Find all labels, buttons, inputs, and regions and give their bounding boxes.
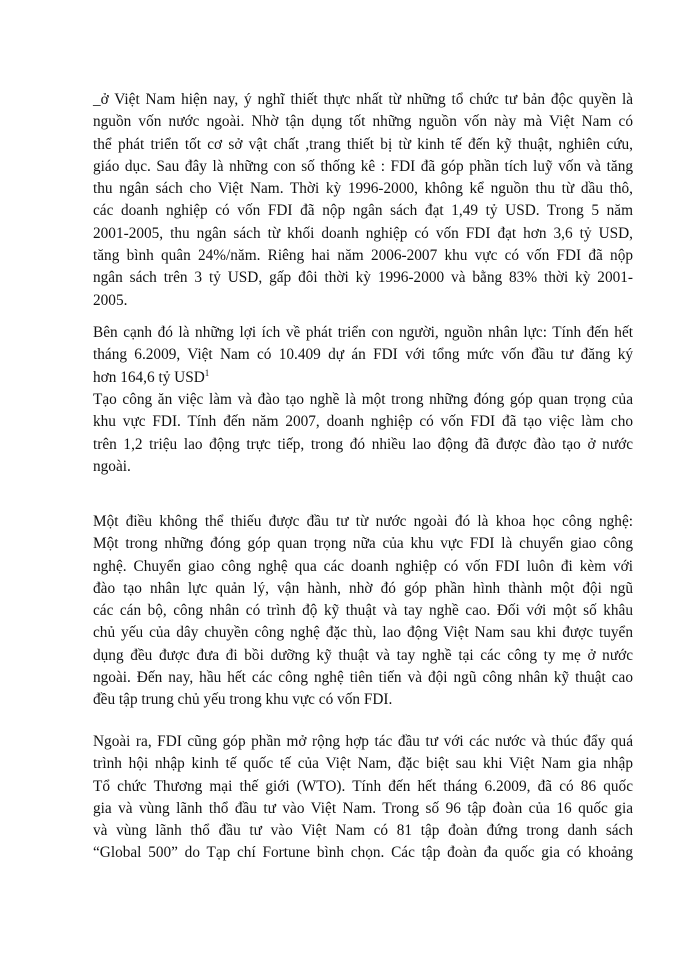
text-line: Ngoài ra, FDI cũng góp phần mở rộng hợp tác đầu tư với các nước và thúc đẩy quá bbox=[93, 733, 633, 750]
text-line: 2001-2005, thu ngân sách từ khối doanh nghiệp có vốn FDI đạt hơn 3,6 tỷ USD, bbox=[93, 224, 633, 242]
text-line: các cán bộ, công nhân có trình độ kỹ thuật và tay nghề cao. Đối với một số khâu bbox=[93, 602, 633, 620]
paragraph-employment bbox=[93, 389, 633, 478]
text-line: thể phát triển tốt cơ sở vật chất ,trang thiết bị từ kinh tế đến kỹ thuật, nghiên cứu, bbox=[93, 135, 633, 153]
text-line: chủ yếu của dây chuyền công nghệ đặc thù, lao động Việt Nam sau khi được tuyển bbox=[93, 624, 633, 642]
text-line: ngoài. bbox=[93, 457, 131, 475]
text-line: Bên cạnh đó là những lợi ích về phát triển con người, nguồn nhân lực: Tính đến hết bbox=[93, 324, 633, 341]
text-line: tăng bình quân 24%/năm. Riêng hai năm 2006-2007 khu vực có vốn FDI đã nộp bbox=[93, 247, 633, 265]
text-line: trên 1,2 triệu lao động trực tiếp, trong đó nhiều lao động đã được đào tạo ở nước bbox=[93, 435, 633, 453]
text-line: nghệ. Chuyển giao công nghệ qua các doanh nghiệp có vốn FDI luôn đi kèm với bbox=[93, 557, 633, 575]
paragraph-human-resources bbox=[93, 322, 633, 389]
text-line-content: hơn 164,6 tỷ USD bbox=[93, 368, 205, 386]
text-line: Tổ chức Thương mại thế giới (WTO). Tính đến hết tháng 6.2009, đã có 86 quốc bbox=[93, 777, 633, 795]
text-line: nguồn vốn nước ngoài. Nhờ tận dụng tốt những nguồn vốn này mà Việt Nam có bbox=[93, 113, 633, 131]
text-line: _ở Việt Nam hiện nay, ý nghĩ thiết thực nhất từ những tổ chức tư bản độc quyền là bbox=[93, 91, 633, 108]
paragraph-technology-transfer bbox=[93, 511, 633, 712]
text-line: đều tập trung chủ yếu trong khu vực có vốn FDI. bbox=[93, 691, 393, 709]
text-line: tháng 6.2009, Việt Nam có 10.409 dự án FDI với tổng mức vốn đầu tư đăng ký bbox=[93, 346, 633, 364]
text-line: ngân sách trên 3 tỷ USD, gấp đôi thời kỳ 1996-2000 và bằng 83% thời kỳ 2001- bbox=[93, 269, 633, 287]
text-line: ngoài. Đến nay, hầu hết các công nghệ tiên tiến và đội ngũ công nhân kỹ thuật cao bbox=[93, 669, 633, 687]
text-line: đào tạo nhân lực quản lý, vận hành, nhờ đó góp phần hình thành một đội ngũ bbox=[93, 579, 633, 597]
paragraph-international-cooperation bbox=[93, 731, 633, 865]
text-line: dụng đều được đưa đi bồi dưỡng kỹ thuật và tay nghề tại các công ty mẹ ở nước bbox=[93, 646, 633, 664]
text-line: khu vực FDI. Tính đến năm 2007, doanh nghiệp có vốn FDI đã tạo việc làm cho bbox=[93, 413, 633, 431]
text-line: “Global 500” do Tạp chí Fortune bình chọn. Các tập đoàn đa quốc gia có khoảng bbox=[93, 844, 633, 862]
text-line: và vùng lãnh thổ đầu tư vào Việt Nam có 81 tập đoàn đứng trong danh sách bbox=[93, 822, 633, 840]
text-line: gia và vùng lãnh thổ đầu tư vào Việt Nam. Trong số 96 tập đoàn của 16 quốc gia bbox=[93, 799, 633, 817]
footnote-mark: 1 bbox=[204, 367, 210, 378]
text-line: trình hội nhập kinh tế quốc tế của Việt Nam, đặc biệt sau khi Việt Nam gia nhập bbox=[93, 755, 633, 773]
text-line: thu ngân sách cho Việt Nam. Thời kỳ 1996-2000, không kể nguồn thu từ dầu thô, bbox=[93, 180, 633, 198]
text-line: Một trong những đóng góp quan trọng nữa của khu vực FDI là chuyển giao công bbox=[93, 535, 633, 553]
text-line: giáo dục. Sau đây là những con số thống kê : FDI đã góp phần tích luỹ vốn và tăng bbox=[93, 157, 633, 175]
text-line: Tạo công ăn việc làm và đào tạo nghề là một trong những đóng góp quan trọng của bbox=[93, 391, 633, 408]
text-line: Một điều không thể thiếu được đầu tư từ nước ngoài đó là khoa học công nghệ: bbox=[93, 513, 633, 530]
text-line: các doanh nghiệp có vốn FDI đã nộp ngân sách đạt 1,49 tỷ USD. Trong 5 năm bbox=[93, 202, 633, 220]
text-line: 2005. bbox=[93, 291, 128, 309]
text-line bbox=[93, 367, 633, 389]
paragraph-fdi-capital bbox=[93, 89, 633, 312]
